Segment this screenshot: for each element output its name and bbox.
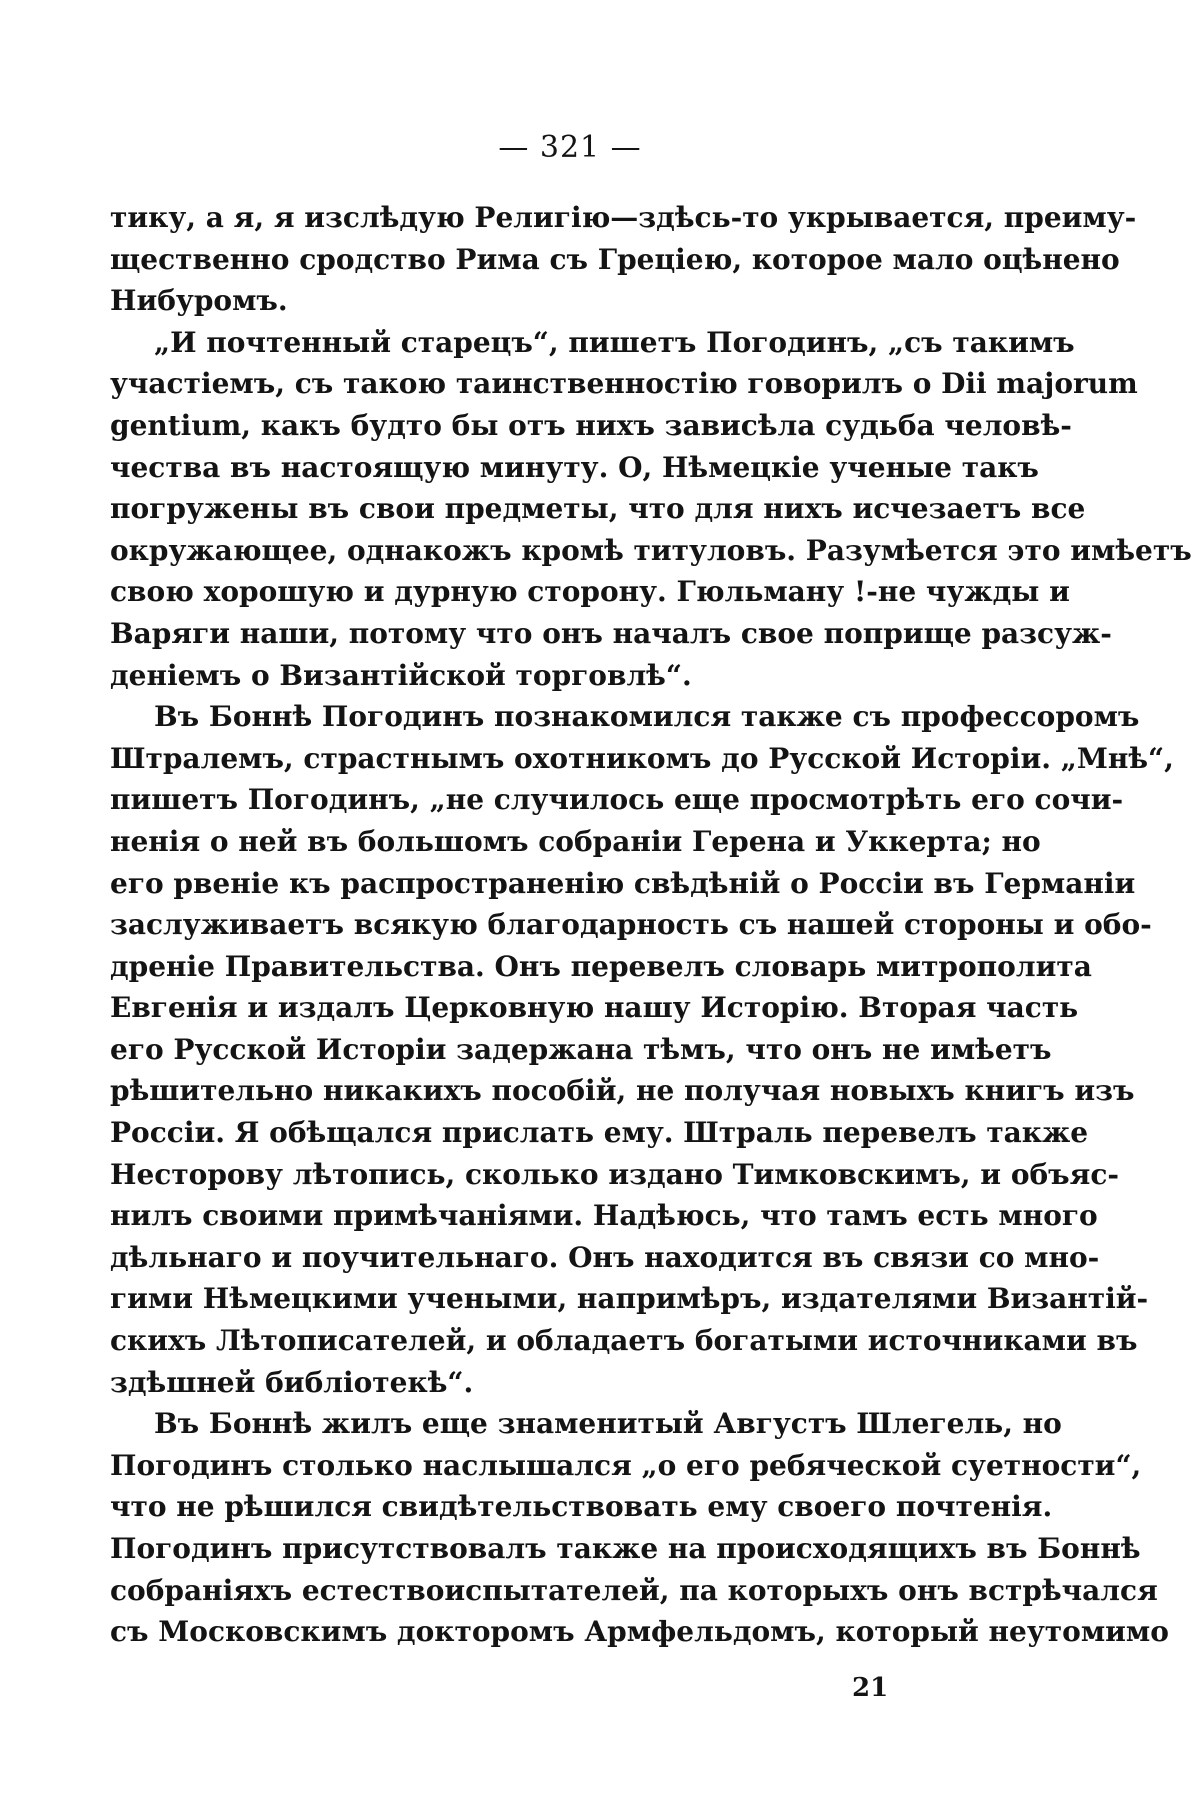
text-line: дѣльнаго и поучительнаго. Онъ находится въ связи со мно- bbox=[110, 1240, 1100, 1274]
text-line: Погодинъ столько наслышался „о его ребяческой суетности“, bbox=[110, 1448, 1142, 1482]
text-line: свою хорошую и дурную сторону. Гюльману !-не чужды и bbox=[110, 575, 1070, 609]
text-line: Варяги наши, потому что онъ началъ свое поприще разсуж- bbox=[110, 616, 1112, 650]
text-line: „И почтенный старецъ“, пишетъ Погодинъ, „съ такимъ bbox=[154, 325, 1075, 359]
page-number: — 321 — bbox=[498, 130, 642, 165]
text-line: щественно сродство Рима съ Греціею, которое мало оцѣнено bbox=[110, 242, 1120, 276]
text-line: Штралемъ, страстнымъ охотникомъ до Русской Исторіи. „Мнѣ“, bbox=[110, 741, 1174, 775]
text-line: Въ Боннѣ жилъ еще знаменитый Августъ Шлегель, но bbox=[154, 1407, 1062, 1441]
text-line: заслуживаетъ всякую благодарность съ нашей стороны и обо- bbox=[110, 908, 1152, 942]
paragraph-3 bbox=[110, 696, 1174, 1403]
body-text bbox=[110, 197, 1192, 1653]
text-line: Россіи. Я обѣщался прислать ему. Штраль перевелъ также bbox=[110, 1116, 1089, 1150]
text-line: Въ Боннѣ Погодинъ познакомился также съ профессоромъ bbox=[154, 700, 1140, 734]
text-line: Евгенія и издалъ Церковную нашу Исторію. Вторая часть bbox=[110, 991, 1079, 1025]
text-line: Погодинъ присутствовалъ также на происходящихъ въ Боннѣ bbox=[110, 1532, 1141, 1565]
text-line: съ Московскимъ докторомъ Армфельдомъ, который неутомимо bbox=[110, 1615, 1169, 1649]
text-line: нилъ своими примѣчаніями. Надѣюсь, что тамъ есть много bbox=[110, 1199, 1098, 1233]
text-line: собраніяхъ естествоиспытателей, па которыхъ онъ встрѣчался bbox=[110, 1573, 1158, 1607]
text-line: участіемъ, съ такою таинственностію говорилъ о Dii majorum bbox=[110, 367, 1138, 401]
paragraph-4 bbox=[110, 1403, 1169, 1653]
text-line: тику, а я, я изслѣдую Религію—здѣсь-то укрывается, преиму- bbox=[110, 201, 1137, 234]
text-line: скихъ Лѣтописателей, и обладаетъ богатыми источниками въ bbox=[110, 1324, 1138, 1358]
text-line: gentium, какъ будто бы отъ нихъ зависѣла судьба человѣ- bbox=[110, 408, 1072, 442]
text-line: здѣшней библіотекѣ“. bbox=[110, 1365, 474, 1399]
text-line: его рвеніе къ распространенію свѣдѣній о Россіи въ Германіи bbox=[110, 866, 1136, 900]
text-line: его Русской Исторіи задержана тѣмъ, что онъ не имѣетъ bbox=[110, 1032, 1052, 1066]
text-line: Несторову лѣтопись, сколько издано Тимковскимъ, и объяс- bbox=[110, 1157, 1119, 1191]
text-line: деніемъ о Византійской торговлѣ“. bbox=[110, 658, 692, 692]
text-line: Нибуромъ. bbox=[110, 284, 288, 318]
paragraph-1 bbox=[110, 197, 1137, 322]
text-line: погружены въ свои предметы, что для нихъ исчезаетъ все bbox=[110, 492, 1086, 526]
text-line: пишетъ Погодинъ, „не случилось еще просмотрѣть его сочи- bbox=[110, 783, 1124, 817]
text-line: что не рѣшился свидѣтельствовать ему своего почтенія. bbox=[110, 1490, 1053, 1524]
text-line: гими Нѣмецкими учеными, напримѣръ, издателями Византій- bbox=[110, 1282, 1149, 1316]
signature-mark: 21 bbox=[852, 1673, 889, 1703]
text-line: дреніе Правительства. Онъ перевелъ словарь митрополита bbox=[110, 949, 1092, 983]
text-line: рѣшительно никакихъ пособій, не получая новыхъ книгъ изъ bbox=[110, 1074, 1135, 1108]
paragraph-2 bbox=[110, 322, 1192, 696]
text-line: окружающее, однакожъ кромѣ титуловъ. Разумѣется это имѣетъ bbox=[110, 533, 1192, 567]
text-line: чества въ настоящую минуту. О, Нѣмецкіе ученые такъ bbox=[110, 450, 1039, 484]
text-line: ненія о ней въ большомъ собраніи Герена и Уккерта; но bbox=[110, 824, 1041, 858]
